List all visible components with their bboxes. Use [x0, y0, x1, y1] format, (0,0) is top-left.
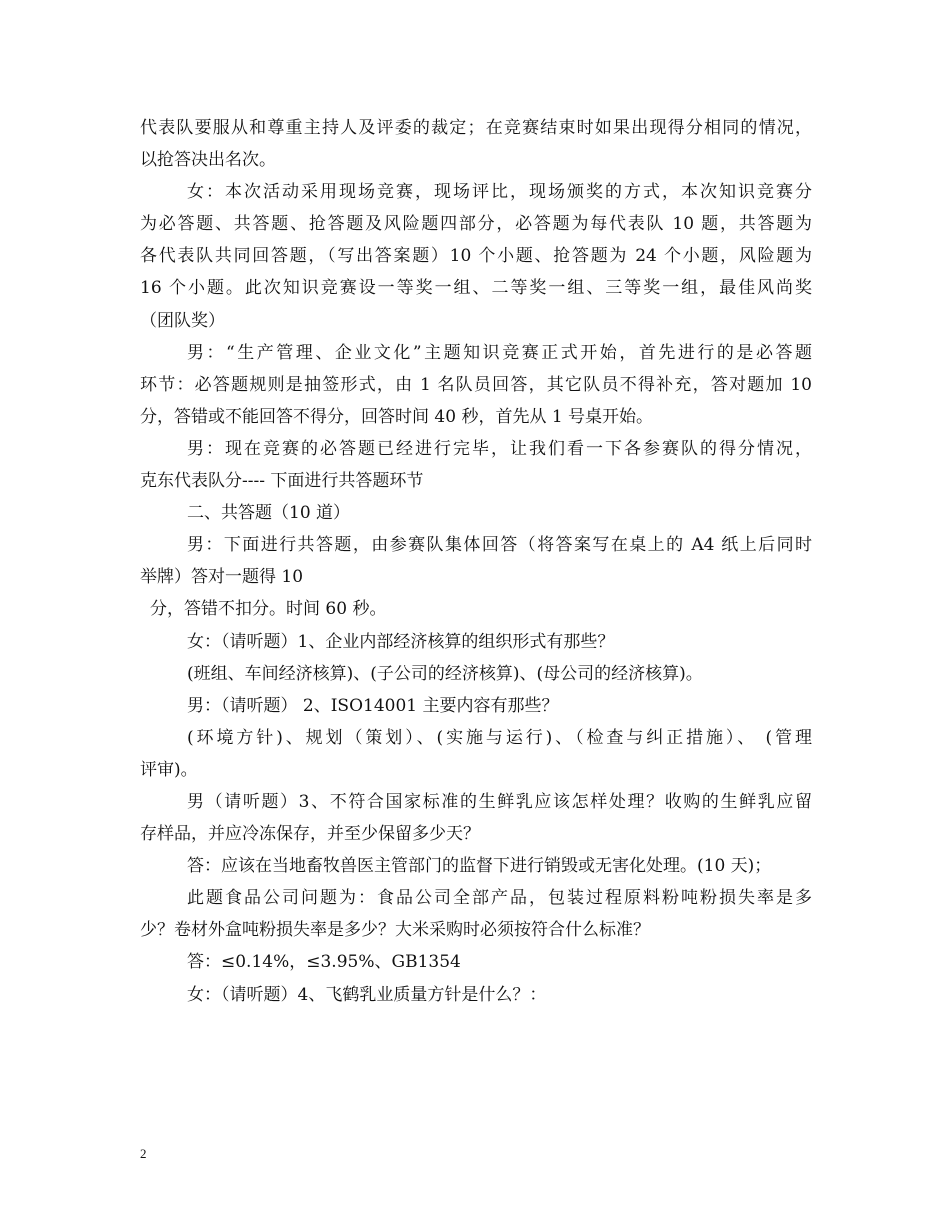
text-line: 男：现在竞赛的必答题已经进行完毕，让我们看一下各参赛队的得分情况，	[187, 438, 812, 459]
text-line: 男：（请听题） 2、ISO14001 主要内容有那些？	[187, 695, 559, 716]
text-line: 女：本次活动采用现场竞赛，现场评比，现场颁奖的方式，本次知识竞赛分	[187, 182, 812, 203]
text-line: 分，答错或不能回答不得分，回答时间 40 秒，首先从 1 号桌开始。	[140, 406, 654, 427]
text-line: 答：应该在当地畜牧兽医主管部门的监督下进行销毁或无害化处理。(10 天)；	[187, 856, 772, 877]
text-line: 克东代表队分---- 下面进行共答题环节	[140, 471, 424, 492]
text-line: （团队奖）	[140, 310, 225, 331]
page-number: 2	[140, 1146, 147, 1161]
text-line: (班组、车间经济核算)、(子公司的经济核算)、(母公司的经济核算)。	[187, 663, 703, 684]
text-line: 男（请听题）3、不符合国家标准的生鲜乳应该怎样处理？收购的生鲜乳应留	[187, 791, 812, 812]
text-line: 举牌）答对一题得 10	[140, 567, 304, 588]
text-line: 环节：必答题规则是抽签形式，由 1 名队员回答，其它队员不得补充，答对题加 10	[140, 374, 812, 395]
body-text	[140, 112, 812, 1011]
text-line: 男：下面进行共答题，由参赛队集体回答（将答案写在桌上的 A4 纸上后同时	[187, 535, 812, 556]
text-line: (环境方针)、规划（策划）、(实施与运行)、（检查与纠正措施）、 (管理	[187, 727, 812, 748]
text-line: 16 个小题。此次知识竞赛设一等奖一组、二等奖一组、三等奖一组，最佳风尚奖	[140, 278, 812, 299]
text-line: 二、共答题（10 道）	[187, 503, 351, 524]
text-line: 分，答错不扣分。时间 60 秒。	[150, 599, 387, 620]
text-line: 女：（请听题）1、企业内部经济核算的组织形式有那些？	[187, 631, 615, 652]
text-line: 女：（请听题）4、飞鹤乳业质量方针是什么？：	[187, 984, 547, 1005]
text-line: 代表队要服从和尊重主持人及评委的裁定；在竞赛结束时如果出现得分相同的情况，	[140, 118, 812, 138]
text-line: 以抢答决出名次。	[140, 150, 276, 171]
text-line: 少？卷材外盒吨粉损失率是多少？大米采购时必须按符合什么标准？	[140, 920, 650, 941]
text-line: 各代表队共同回答题，（写出答案题）10 个小题、抢答题为 24 个小题，风险题为	[140, 246, 812, 267]
text-line: 此题食品公司问题为：食品公司全部产品，包装过程原料粉吨粉损失率是多	[187, 888, 812, 909]
text-line: 男：“生产管理、企业文化”主题知识竞赛正式开始，首先进行的是必答题	[187, 342, 812, 363]
text-line: 为必答题、共答题、抢答题及风险题四部分，必答题为每代表队 10 题，共答题为	[140, 214, 812, 235]
text-line: 存样品，并应冷冻保存，并至少保留多少天？	[140, 824, 480, 845]
text-line: 评审)。	[140, 759, 198, 780]
text-line: 答：≤0.14%，≤3.95%、GB1354	[187, 952, 461, 973]
